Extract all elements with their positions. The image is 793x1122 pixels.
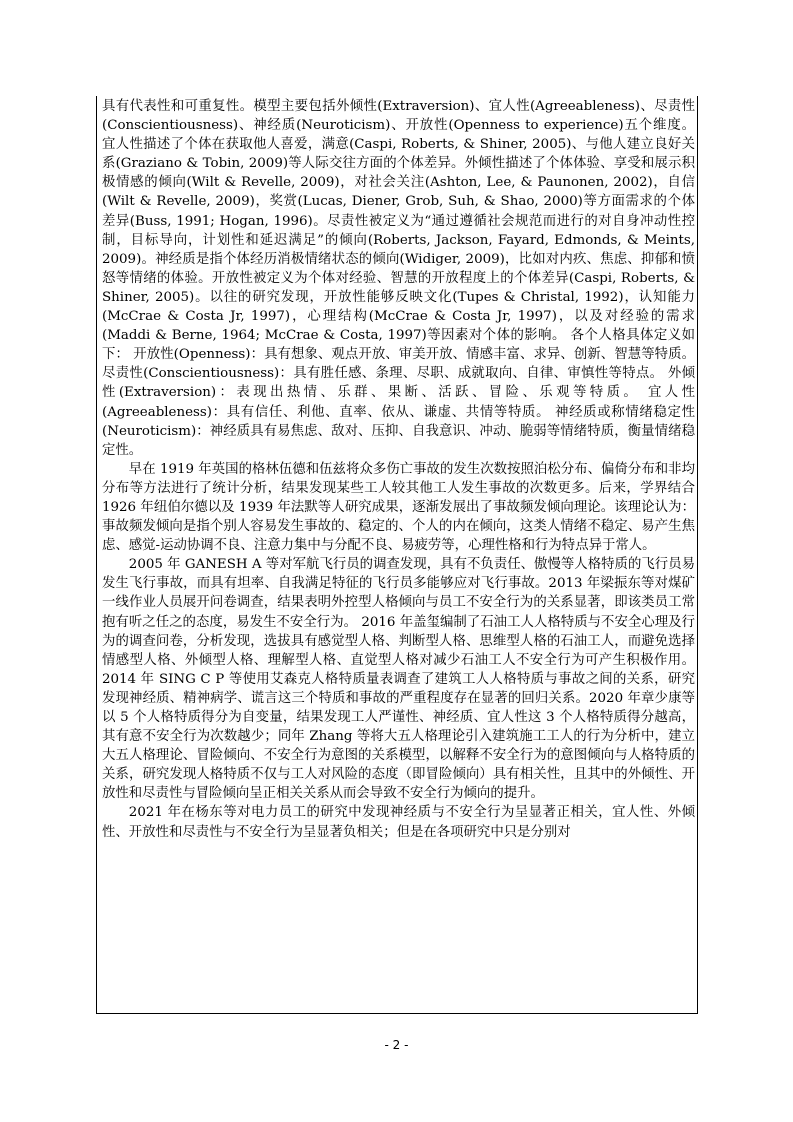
paragraph-accident-proneness-theory: 早在 1919 年英国的格林伍德和伍兹将众多伤亡事故的发生次数按照泊松分布、偏倚分布和非均分布等方法进行了统计分析，结果发现某些工人较其他工人发生事故的次数更多。后来，学界结合 1926 年纽伯尔德以及 1939 年法默等人研究成果，逐渐发展出了事故频发倾向理论。该理论认为：事故频发倾向是指个别人容易发生事故的、稳定的、个人的内在倾向，这类人情绪不稳定、易产生焦虑、感觉-运动协调不良、注意力集中与分配不良、易疲劳等，心理性格和行为特点异于常人。 (102, 461, 695, 554)
paragraph-big-five-definitions: 具有代表性和可重复性。模型主要包括外倾性(Extraversion)、宜人性(Agreeableness)、尽责性(Conscientiousness)、神经质(Neuroticism)、开放性(Openness to experience)五个维度。 宜人性描述了个体在获取他人喜爱，满意(Caspi, Roberts, & Shiner, 2005)、与他人建立良好关系(Graziano & Tobin, 2009)等人际交往方面的个体差异。外倾性描述了个体体验、享受和展示积极情感的倾向(Wilt & Revelle, 2009)，对社会关注(Ashton, Lee, & Paunonen, 2002)，自信(Wilt & Revelle, 2009)，奖赏(Lucas, Diener, Grob, Suh, & Shao, 2000)等方面需求的个体差异(Buss, 1991; Hogan, 1996)。尽责性被定义为“通过遵循社会规范而进行的对自身冲动性控制，目标导向，计划性和延迟满足”的倾向(Roberts, Jackson, Fayard, Edmonds, & Meints, 2009)。神经质是指个体经历消极情绪状态的倾向(Widiger, 2009)，比如对内疚、焦虑、抑郁和愤怒等情绪的体验。开放性被定义为个体对经验、智慧的开放程度上的个体差异(Caspi, Roberts, & Shiner, 2005)。以往的研究发现，开放性能够反映文化(Tupes & Christal, 1992)，认知能力(McCrae & Costa Jr, 1997)，心理结构(McCrae & Costa Jr, 1997)，以及对经验的需求(Maddi & Berne, 1964; McCrae & Costa, 1997)等因素对个体的影响。 各个人格具体定义如下： 开放性(Openness)：具有想象、观点开放、审美开放、情感丰富、求异、创新、智慧等特质。 尽责性(Conscientiousness)：具有胜任感、条理、尽职、成就取向、自律、审慎性等特点。 外倾性(Extraversion)：表现出热情、乐群、果断、活跃、冒险、乐观等特质。 宜人性(Agreeableness)：具有信任、利他、直率、依从、谦虚、共情等特质。 神经质或称情绪稳定性(Neuroticism)：神经质具有易焦虑、敌对、压抑、自我意识、冲动、脆弱等情绪特质，衡量情绪稳定性。 (102, 99, 695, 458)
content-frame (96, 96, 698, 1014)
page-number: - 2 - (384, 1038, 409, 1052)
paragraph-personality-research-review: 2005 年 GANESH A 等对军航飞行员的调查发现，具有不负责任、傲慢等人格特质的飞行员易发生飞行事故，而具有坦率、自我满足特征的飞行员多能够应对飞行事故。2013 年梁振东等对煤矿一线作业人员展开问卷调查，结果表明外控型人格倾向与员工不安全行为的关系显著，即该类员工常抱有听之任之的态度，易发生不安全行为。 2016 年盖玺编制了石油工人人格特质与不安全心理及行为的调查问卷，分析发现，选拔具有感觉型人格、判断型人格、思维型人格的石油工人，而避免选择情感型人格、外倾型人格、理解型人格、直觉型人格对减少石油工人不安全行为可产生积极作用。2014 年 SING C P 等使用艾森克人格特质量表调查了建筑工人人格特质与事故之间的关系，研究发现神经质、精神病学、谎言这三个特质和事故的严重程度存在显著的回归关系。2020 年章少康等以 5 个人格特质得分为自变量，结果发现工人严谨性、神经质、宜人性这 3 个人格特质得分越高，其有意不安全行为次数越少；同年 Zhang 等将大五人格理论引入建筑施工工人的行为分析中，建立大五人格理论、冒险倾向、不安全行为意图的关系模型，以解释不安全行为的意图倾向与人格特质的关系，研究发现人格特质不仅与工人对风险的态度（即冒险倾向）具有相关性，且其中的外倾性、开放性和尽责性与冒险倾向呈正相关关系从而会导致不安全行为倾向的提升。 (102, 557, 695, 802)
paragraph-2021-study: 2021 年在杨东等对电力员工的研究中发现神经质与不安全行为呈显著正相关，宜人性、外倾性、开放性和尽责性与不安全行为呈显著负相关；但是在各项研究中只是分别对 (102, 805, 695, 840)
body-text (102, 97, 695, 842)
